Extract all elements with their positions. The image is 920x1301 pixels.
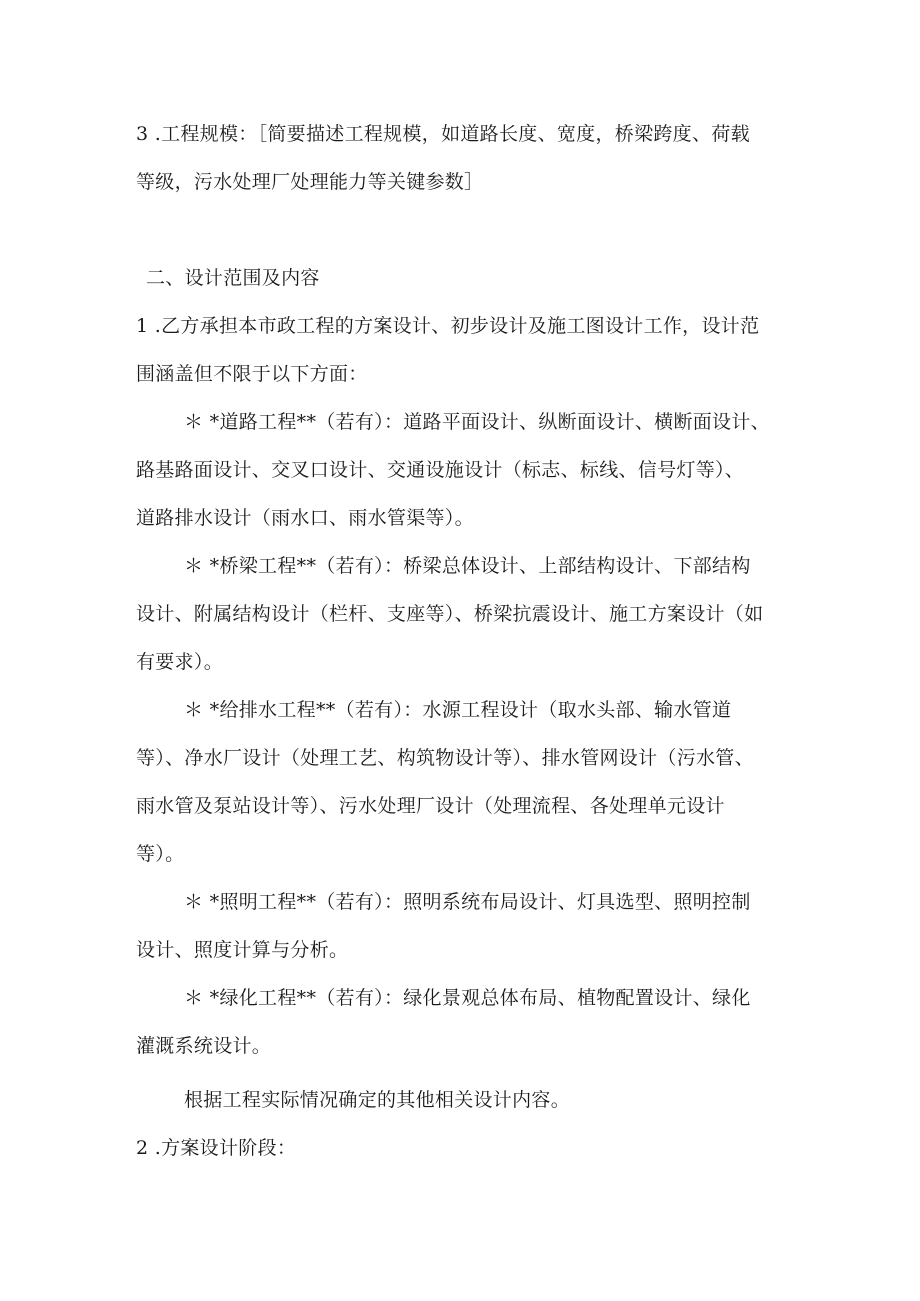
- text-line: 灌溉系统设计。: [136, 1035, 272, 1057]
- text-line: ＊ *绿化工程**（若有）：绿化景观总体布局、植物配置设计、绿化: [184, 987, 751, 1009]
- text-line: 道路排水设计（雨水口、雨水管渠等）。: [136, 507, 474, 529]
- text-line: 围涵盖但不限于以下方面：: [136, 363, 368, 385]
- text-line: 1 .乙方承担本市政工程的方案设计、初步设计及施工图设计工作，设计范: [136, 315, 760, 337]
- section-heading: 二、设计范围及内容: [146, 267, 320, 289]
- text-line: 有要求）。: [136, 651, 224, 673]
- text-line: 根据工程实际情况确定的其他相关设计内容。: [184, 1089, 571, 1111]
- text-line: 路基路面设计、交叉口设计、交通设施设计（标志、标线、信号灯等）、: [136, 459, 745, 481]
- text-line: 3 .工程规模：［简要描述工程规模，如道路长度、宽度，桥梁跨度、荷载: [136, 123, 750, 145]
- text-line: 等）、净水厂设计（处理工艺、构筑物设计等）、排水管网设计（污水管、: [136, 747, 754, 769]
- text-line: 等）。: [136, 843, 185, 865]
- text-line: 设计、照度计算与分析。: [136, 939, 349, 961]
- text-line: ＊ *桥梁工程**（若有）：桥梁总体设计、上部结构设计、下部结构: [184, 555, 751, 577]
- text-line: 雨水管及泵站设计等）、污水处理厂设计（处理流程、各处理单元设计: [136, 795, 725, 817]
- text-line: ＊ *给排水工程**（若有）：水源工程设计（取水头部、输水管道: [184, 699, 732, 721]
- text-line: ＊ *照明工程**（若有）：照明系统布局设计、灯具选型、照明控制: [184, 891, 751, 913]
- text-line: 设计、附属结构设计（栏杆、支座等）、桥梁抗震设计、施工方案设计（如: [136, 603, 764, 625]
- text-line: 2 .方案设计阶段：: [136, 1137, 297, 1159]
- text-line: 等级，污水处理厂处理能力等关键参数］: [136, 171, 484, 193]
- text-line: ＊ *道路工程**（若有）：道路平面设计、纵断面设计、横断面设计、: [184, 411, 770, 433]
